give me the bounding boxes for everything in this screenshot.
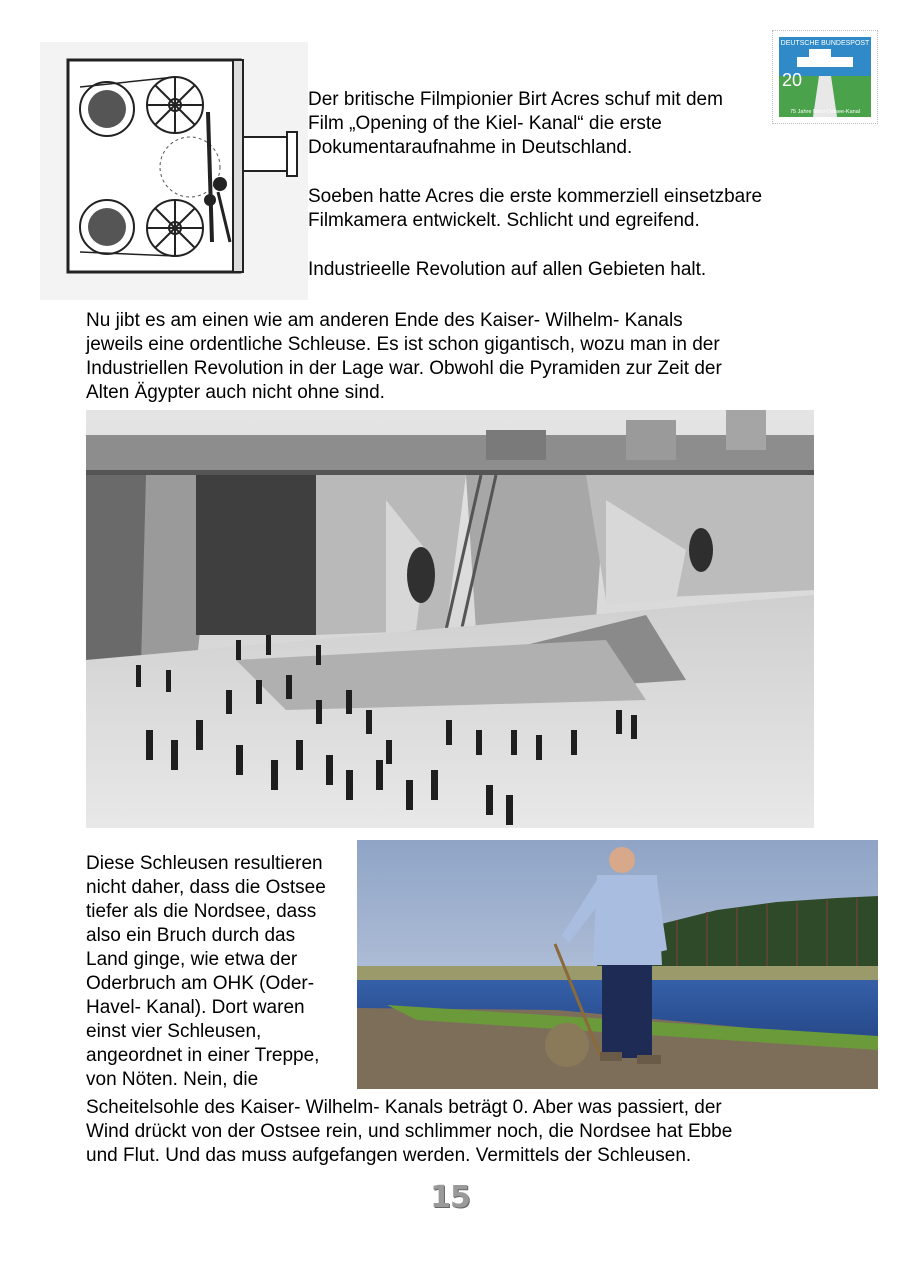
intro-paragraph-3	[308, 258, 706, 282]
text-line: von Nöten. Nein, die	[86, 1069, 259, 1090]
man-at-canal-image	[357, 840, 878, 1089]
text-line: Land ginge, wie etwa der	[86, 949, 298, 970]
intro-paragraph-1	[308, 88, 723, 160]
film-camera-drawing	[40, 42, 308, 300]
paragraph-schleusen-left	[86, 852, 326, 1092]
intro-paragraph-2	[308, 185, 762, 233]
stamp-artwork	[773, 31, 877, 123]
text-line: tiefer als die Nordsee, dass	[86, 901, 317, 922]
text-line: Oderbruch am OHK (Oder-	[86, 973, 315, 994]
historic-lock-photo	[86, 410, 814, 828]
text-line: Havel- Kanal). Dort waren	[86, 997, 305, 1018]
text-line: Dokumentaraufnahme in Deutschland.	[308, 137, 633, 158]
text-line: Filmkamera entwickelt. Schlicht und egreifend.	[308, 210, 700, 231]
text-line: und Flut. Und das muss aufgefangen werden. Vermittels der Schleusen.	[86, 1145, 692, 1166]
stamp-caption: 75 Jahre Nord-Ostsee-Kanal	[789, 109, 861, 115]
text-line: angeordnet in einer Treppe,	[86, 1045, 320, 1066]
lock-construction-image	[86, 410, 814, 828]
text-line: Nu jibt es am einen wie am anderen Ende des Kaiser- Wilhelm- Kanals	[86, 310, 683, 331]
text-line: Der britische Filmpionier Birt Acres schuf mit dem	[308, 89, 723, 110]
text-line: Soeben hatte Acres die erste kommerziell einsetzbare	[308, 186, 763, 207]
paragraph-locks	[86, 309, 722, 405]
text-line: Alten Ägypter auch nicht ohne sind.	[86, 382, 385, 403]
postage-stamp	[772, 30, 878, 124]
stamp-value: 20	[782, 70, 803, 90]
paragraph-schleusen-full	[86, 1096, 732, 1168]
text-line: Industrieelle Revolution auf allen Gebieten halt.	[308, 259, 707, 280]
text-line: Industriellen Revolution in der Lage war. Obwohl die Pyramiden zur Zeit der	[86, 358, 722, 379]
text-line: Diese Schleusen resultieren	[86, 853, 323, 874]
canal-man-photo	[357, 840, 878, 1089]
page-number: 15	[430, 1180, 470, 1215]
stamp-header: DEUTSCHE BUNDESPOST	[780, 40, 870, 47]
text-line: also ein Bruch durch das	[86, 925, 296, 946]
text-line: jeweils eine ordentliche Schleuse. Es ist schon gigantisch, wozu man in der	[86, 334, 720, 355]
text-line: Wind drückt von der Ostsee rein, und schlimmer noch, die Nordsee hat Ebbe	[86, 1121, 733, 1142]
text-line: Scheitelsohle des Kaiser- Wilhelm- Kanals beträgt 0. Aber was passiert, der	[86, 1097, 722, 1118]
text-line: einst vier Schleusen,	[86, 1021, 262, 1042]
text-line: Film „Opening of the Kiel- Kanal“ die erste	[308, 113, 662, 134]
text-line: nicht daher, dass die Ostsee	[86, 877, 326, 898]
film-camera-illustration	[40, 42, 308, 300]
